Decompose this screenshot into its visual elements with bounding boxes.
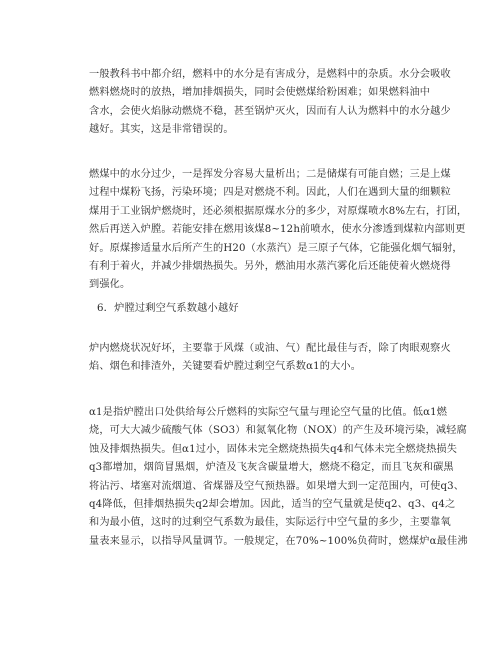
- text-line: 和为最小值，这时的过剩空气系数为最佳，实际运行中空气量的多少，主要靠氧: [89, 517, 451, 529]
- paragraph-excess-air: [89, 404, 468, 551]
- text-line: 焰、烟色和排渣外，关键要看炉膛过剩空气系数α1的大小。: [89, 361, 362, 373]
- text-line: 有利于着火，并减少排烟热损失。另外，燃油用水蒸汽雾化后还能使着火燃烧得: [89, 261, 451, 273]
- text-line: 到强化。: [89, 279, 131, 291]
- text-line: 过程中煤粉飞扬，污染环境；四是对燃烧不利。因此，人们在遇到大量的细颗粒: [89, 187, 451, 199]
- text-line: q3都增加，烟筒冒黑烟，炉渣及飞灰含碳量增大，燃烧不稳定，而且飞灰和碳黑: [89, 462, 454, 474]
- text-line: 蚀及排烟热损失。但α1过小，固体未完全燃烧热损失q4和气体未完全燃烧热损失: [89, 443, 458, 455]
- text-line: q4降低，但排烟热损失q2却会增加。因此，适当的空气量就是使q2、q3、q4之: [89, 499, 456, 511]
- paragraph-water-harm: [89, 66, 451, 140]
- text-line: 煤用于工业锅炉燃烧时，还必须根据原煤水分的多少，对原煤喷水8%左右，打团，: [89, 205, 468, 217]
- text-line: 一般教科书中都介绍，燃料中的水分是有害成分，是燃料中的杂质。水分会吸收: [89, 69, 451, 80]
- text-line: 越好。其实，这是非常错误的。: [89, 124, 234, 136]
- paragraph-combustion-status: [89, 340, 451, 377]
- paragraph-coal-water: [89, 166, 468, 295]
- text-line: 炉内燃烧状况好坏，主要靠于风煤（或油、气）配比最佳与否，除了肉眼观察火: [89, 343, 451, 354]
- text-line: 然后再送入炉膛。若能安排在燃用该煤8~12h前喷水，使水分渗透到煤粒内部则更: [89, 224, 466, 236]
- text-line: 燃煤中的水分过少，一是挥发分容易大量析出；二是储煤有可能自燃；三是上煤: [89, 169, 451, 180]
- text-line: 好。原煤掺适量水后所产生的H20（水蒸汽）是三原子气体，它能强化烟气辐射，: [89, 242, 463, 254]
- text-line: α1是指炉膛出口处供给每公斤燃料的实际空气量与理论空气量的比值。低α1燃: [89, 407, 448, 418]
- section-heading: 6．炉膛过剩空气系数越小越好: [97, 303, 239, 314]
- text-line: 烧，可大大减少硫酸气体（SO3）和氮氧化物（NOX）的产生及环境污染，减轻腐: [89, 425, 467, 437]
- text-line: 含水，会使火焰脉动燃烧不稳，甚至锅炉灭火，因而有人认为燃料中的水分越少: [89, 105, 451, 117]
- text-line: 将沾污、堵塞对流烟道、省煤器及空气预热器。如果增大到一定范围内，可使q3、: [89, 480, 465, 492]
- text-line: 燃料燃烧时的放热，增加排烟损失，同时会使燃煤给粉困难；如果燃料油中: [89, 87, 431, 99]
- text-line: 量表来显示，以指导风量调节。一般规定，在70%~100%负荷时，燃煤炉α最佳沸: [89, 535, 468, 547]
